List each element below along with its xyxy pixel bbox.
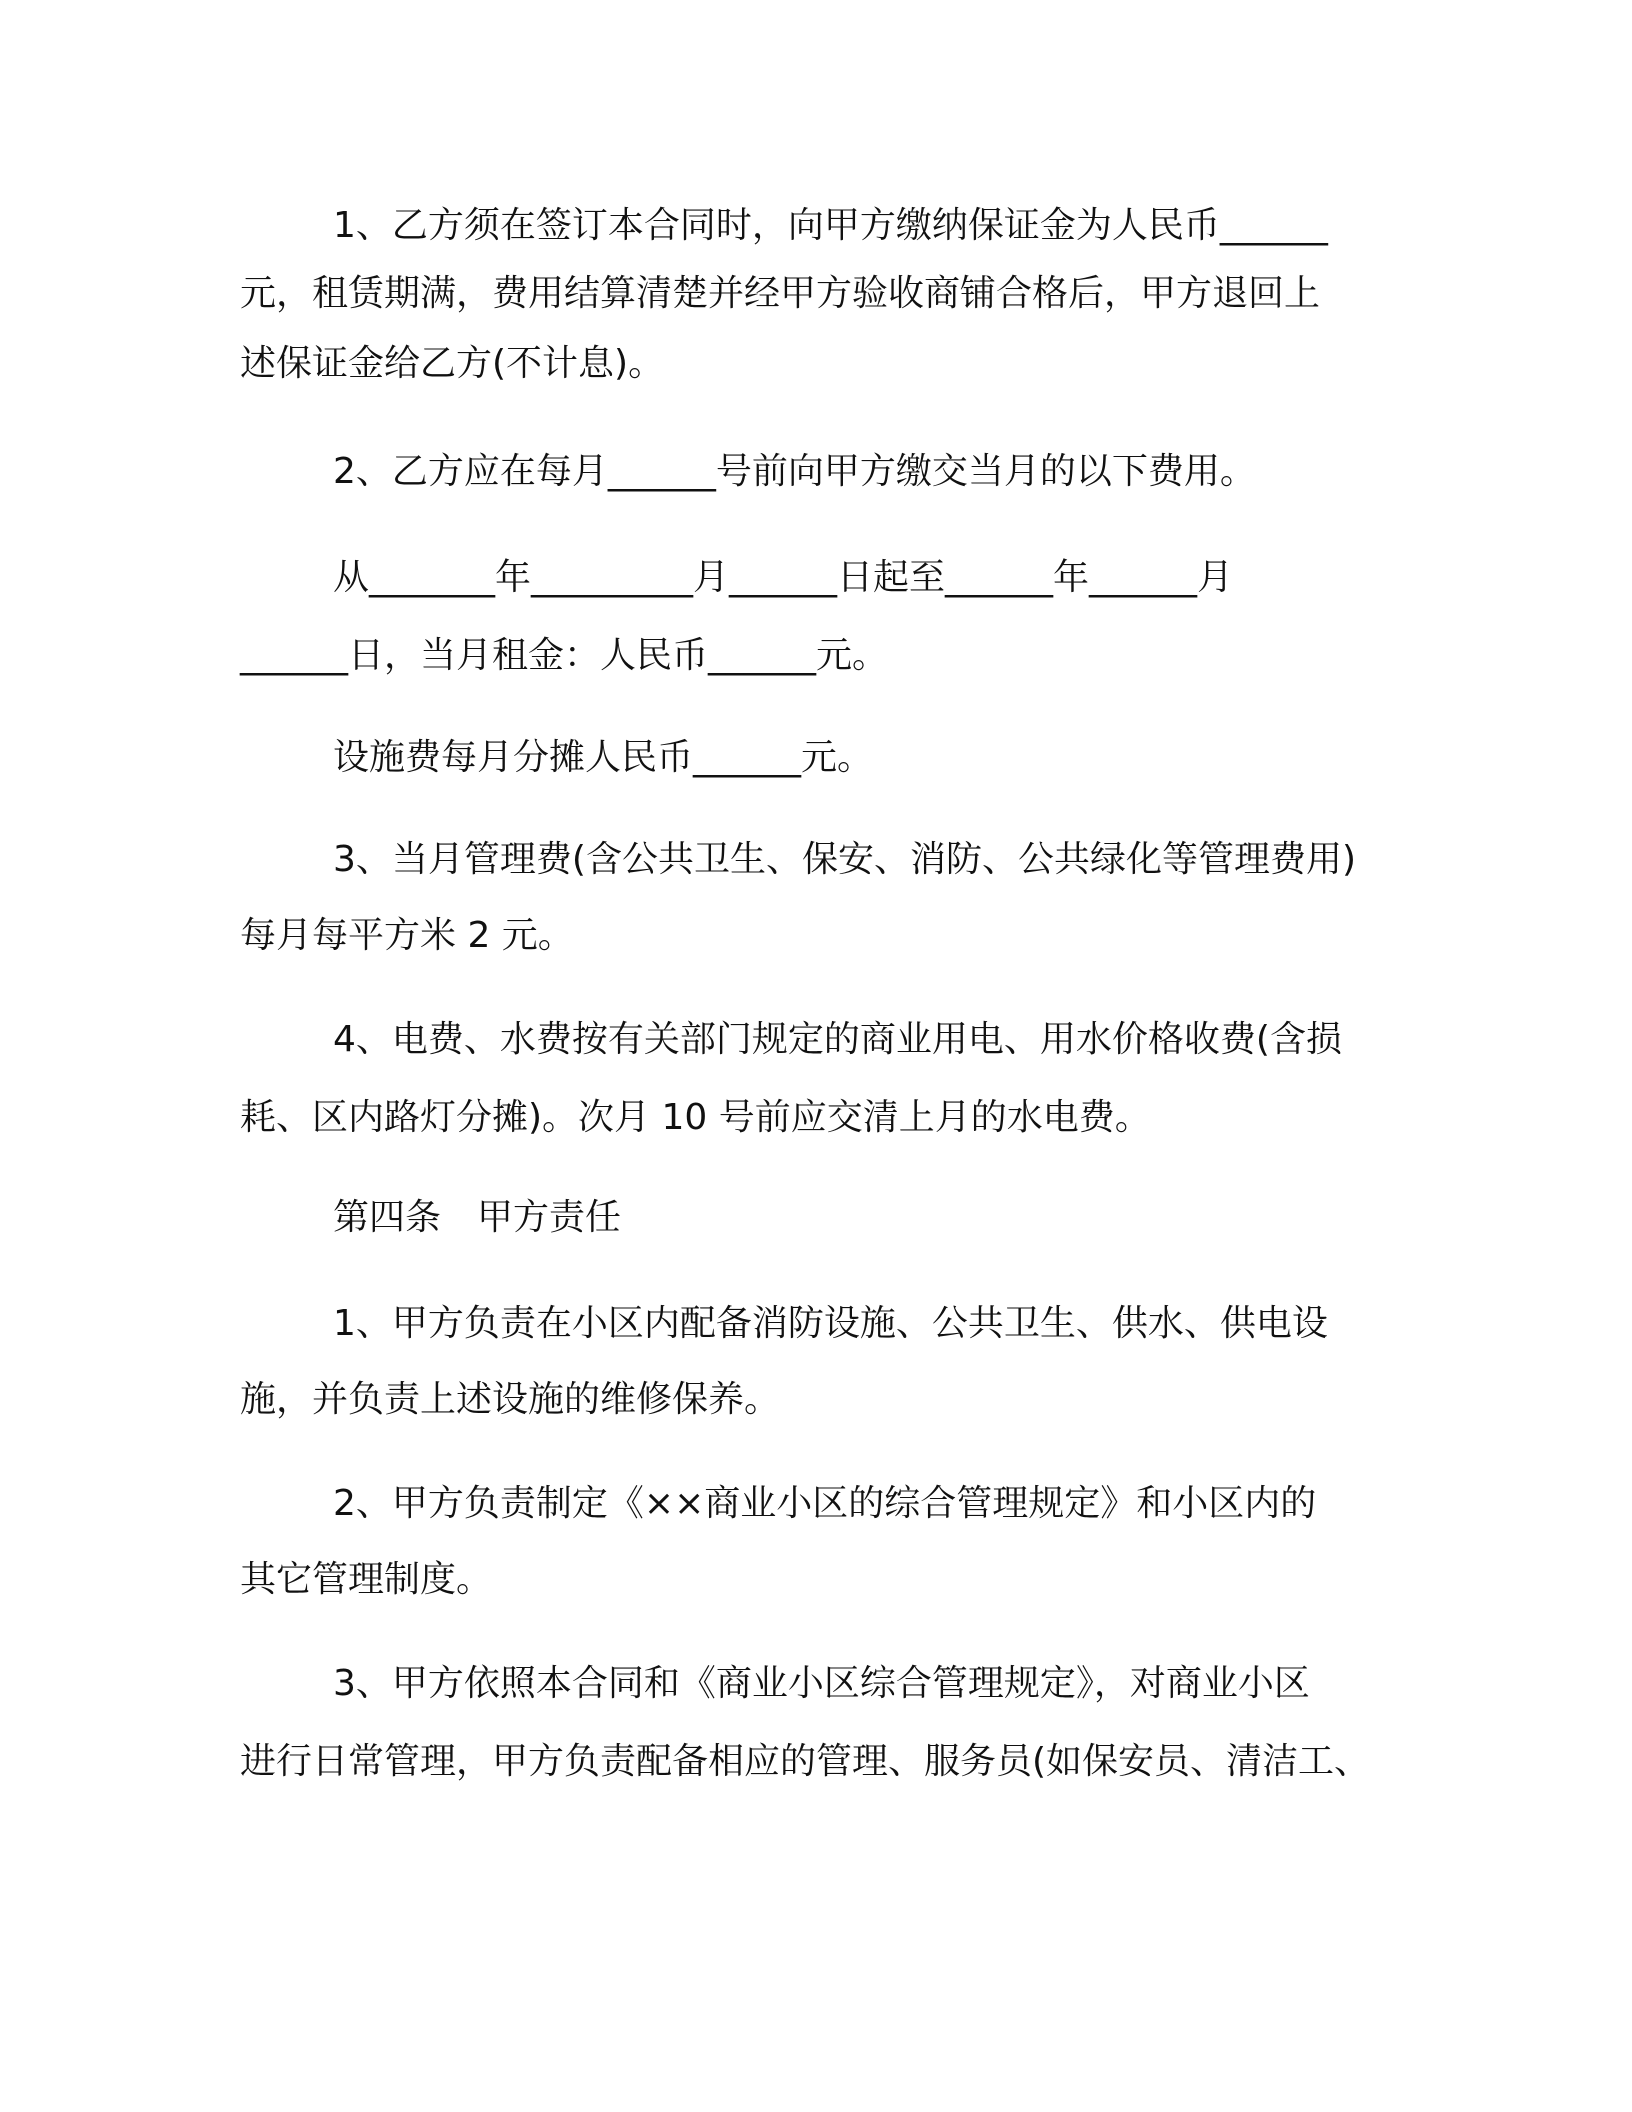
- party-a-duty-2-line-2: 其它管理制度。: [240, 1559, 493, 1600]
- facility-fee-line: 设施费每月分摊人民币______元。: [333, 737, 874, 778]
- clause-1-line-3: 述保证金给乙方(不计息)。: [240, 343, 665, 384]
- clause-4-line-1: 4、电费、水费按有关部门规定的商业用电、用水价格收费(含损: [333, 1019, 1342, 1060]
- rent-period-line-1: 从_______年_________月______日起至______年______月: [333, 557, 1234, 598]
- party-a-duty-2-line-1: 2、甲方负责制定《××商业小区的综合管理规定》和小区内的: [333, 1483, 1317, 1524]
- party-a-duty-1-line-2: 施，并负责上述设施的维修保养。: [240, 1379, 781, 1420]
- party-a-duty-3-line-2: 进行日常管理，甲方负责配备相应的管理、服务员(如保安员、清洁工、: [240, 1741, 1371, 1782]
- clause-2-line-1: 2、乙方应在每月______号前向甲方缴交当月的以下费用。: [333, 451, 1256, 492]
- rent-period-line-2: ______日，当月租金：人民币______元。: [240, 635, 889, 676]
- clause-1-line-1: 1、乙方须在签订本合同时，向甲方缴纳保证金为人民币______: [333, 205, 1328, 246]
- clause-3-line-1: 3、当月管理费(含公共卫生、保安、消防、公共绿化等管理费用): [333, 839, 1356, 880]
- party-a-duty-3-line-1: 3、甲方依照本合同和《商业小区综合管理规定》，对商业小区: [333, 1663, 1310, 1704]
- clause-3-line-2: 每月每平方米 2 元。: [240, 915, 574, 956]
- party-a-duty-1-line-1: 1、甲方负责在小区内配备消防设施、公共卫生、供水、供电设: [333, 1303, 1328, 1344]
- clause-4-line-2: 耗、区内路灯分摊)。次月 10 号前应交清上月的水电费。: [240, 1097, 1151, 1138]
- clause-1-line-2: 元，租赁期满，费用结算清楚并经甲方验收商铺合格后，甲方退回上: [240, 273, 1321, 314]
- article-4-heading: 第四条 甲方责任: [333, 1197, 622, 1238]
